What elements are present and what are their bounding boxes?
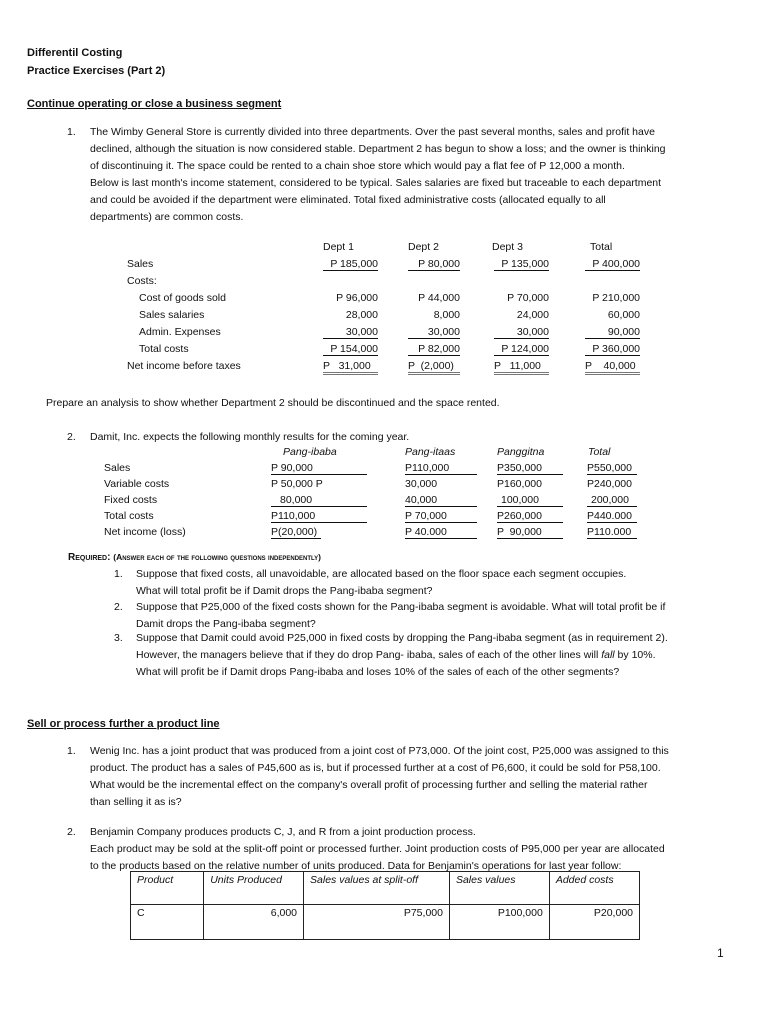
cell-value: P 185,000: [323, 258, 378, 271]
cell-value: P 96,000: [336, 292, 378, 304]
text-line: and could be avoided if the department were eliminated. Total fixed administrative costs (allocated equally to all: [90, 194, 606, 206]
col-header: Product: [131, 872, 204, 905]
cell-value: P 70,000: [405, 510, 477, 523]
text-line: What would be the incremental effect on the company's overall profit of processing further and selling the material rather: [90, 779, 648, 791]
cell-value: P 40.000: [405, 526, 477, 539]
row-label: Costs:: [127, 275, 157, 287]
cell-value: P (2,000): [408, 360, 460, 375]
cell-value: 30,000: [408, 326, 460, 339]
text-line: Wenig Inc. has a joint product that was produced from a joint cost of P73,000. Of the joint cost, P25,000 was assigned to this: [90, 745, 669, 757]
cell-value: P 210,000: [592, 292, 640, 304]
question-2-intro: Damit, Inc. expects the following monthly results for the coming year.: [90, 431, 410, 443]
text-line: Suppose that fixed costs, all unavoidable, are allocated based on the floor space each segment occupies.: [136, 568, 627, 580]
required-label: Required:: [68, 552, 111, 563]
text-line: What will profit be if Damit drops Pang-ibaba and loses 10% of the sales of each of the other segments?: [136, 666, 620, 678]
cell-value: P 400,000: [585, 258, 640, 271]
col-header: Total: [588, 446, 611, 458]
cell-value: P 11,000: [494, 360, 549, 375]
page-number: 1: [717, 946, 724, 960]
question-number: 2.: [67, 826, 76, 838]
cell-value: 8,000: [433, 309, 460, 321]
cell-value: P110,000: [271, 510, 367, 523]
text-line: departments) are common costs.: [90, 211, 244, 223]
cell-value: 30,000: [323, 326, 378, 339]
col-header: Panggitna: [497, 446, 545, 458]
cell-value: 80,000: [271, 494, 367, 507]
cell-value: P 135,000: [494, 258, 549, 271]
section-heading-continue-or-close: Continue operating or close a business segment: [27, 98, 282, 110]
cell-value: P240,000: [587, 478, 632, 490]
question-number: 1.: [114, 568, 123, 580]
col-header: Sales values at split-off: [304, 872, 450, 905]
benjamin-question-text: [90, 824, 750, 875]
cell-value: P 44,000: [418, 292, 460, 304]
cell-value: P 360,000: [585, 343, 640, 356]
cell-value: P110,000: [405, 462, 477, 475]
text-line: What will total profit be if Damit drops the Pang-ibaba segment?: [136, 585, 433, 597]
cell-value: 6,000: [204, 905, 304, 940]
cell-value: P260,000: [497, 510, 563, 523]
text-span: by 10%.: [614, 649, 656, 661]
cell-value: P 124,000: [494, 343, 549, 356]
text-line: The Wimby General Store is currently divided into three departments. Over the past several months, sales and profit have: [90, 126, 655, 138]
row-label: Total costs: [139, 343, 189, 355]
text-line: Below is last month's income statement, considered to be typical. Sales salaries are fixed but traceable to each department: [90, 177, 662, 189]
cell-value: 100,000: [497, 494, 563, 507]
wenig-question-text: [90, 743, 750, 811]
document-subtitle: Practice Exercises (Part 2): [27, 65, 166, 77]
cell-value: P440.000: [587, 510, 637, 523]
col-header: Sales values: [449, 872, 549, 905]
col-header: Dept 1: [323, 241, 354, 253]
question-number: 1.: [67, 126, 76, 138]
cell-value: 30,000: [494, 326, 549, 339]
question-number: 3.: [114, 632, 123, 644]
row-label: Sales: [127, 258, 154, 270]
cell-value: 40,000: [405, 494, 477, 507]
text-line: Damit drops the Pang-ibaba segment?: [136, 618, 316, 630]
required-note: (Answer each of the following questions independently): [113, 552, 321, 562]
text-line: than selling it as is?: [90, 796, 182, 808]
cell-value: P160,000: [497, 478, 542, 490]
text-line: product. The product has a sales of P45,600 as is, but if processed further at a cost of P6,600, it could be sold for P58,100.: [90, 762, 661, 774]
row-label: Sales salaries: [139, 309, 205, 321]
row-label: Cost of goods sold: [139, 292, 226, 304]
text-line: Benjamin Company produces products C, J, and R from a joint production process.: [90, 826, 476, 838]
row-label: Admin. Expenses: [139, 326, 221, 338]
question-number: 1.: [67, 745, 76, 757]
cell-value: 28,000: [345, 309, 378, 321]
required-heading: [68, 552, 321, 563]
row-label: Variable costs: [104, 478, 170, 490]
row-label: Total costs: [104, 510, 154, 522]
cell-value: P 50,000 P: [271, 478, 323, 490]
text-line: Each product may be sold at the split-off point or processed further. Joint production costs of P95,000 per year are allocated: [90, 843, 665, 855]
section-heading-sell-or-process: Sell or process further a product line: [27, 718, 220, 730]
cell-value: P 82,000: [408, 343, 460, 356]
cell-value: P 31,000: [323, 360, 378, 375]
question-1-text: [90, 124, 750, 226]
cell-value: 200,000: [587, 494, 637, 507]
col-header: Total: [590, 241, 613, 253]
text-span-italic: fall: [601, 649, 615, 661]
row-label: Fixed costs: [104, 494, 158, 506]
col-header: Dept 3: [492, 241, 523, 253]
col-header: Added costs: [549, 872, 639, 905]
required-question-3: [136, 630, 751, 681]
cell-value: P 40,000: [585, 360, 640, 375]
cell-value: C: [131, 905, 204, 940]
cell-value: P550,000: [587, 462, 637, 475]
cell-value: P(20,000): [271, 526, 321, 539]
cell-value: P 90,000: [497, 526, 563, 539]
instruction-text: Prepare an analysis to show whether Department 2 should be discontinued and the space rented.: [46, 397, 500, 409]
question-number: 2.: [67, 431, 76, 443]
col-header: Dept 2: [408, 241, 439, 253]
cell-value: P100,000: [449, 905, 549, 940]
required-question-2: [136, 599, 746, 633]
text-line: Suppose that P25,000 of the fixed costs shown for the Pang-ibaba segment is avoidable. What will total profit be if: [136, 601, 666, 613]
text-line: of discontinuing it. The space could be rented to a chain shoe store which would pay a flat fee of P 12,000 a month.: [90, 160, 625, 172]
cell-value: P350,000: [497, 462, 563, 475]
cell-value: P 90,000: [271, 462, 367, 475]
text-line: [136, 647, 751, 664]
table-header-row: [131, 872, 640, 905]
row-label: Net income before taxes: [127, 360, 241, 372]
cell-value: P 70,000: [507, 292, 549, 304]
row-label: Net income (loss): [104, 526, 186, 538]
text-line: declined, although the situation is now considered stable. Department 2 has begun to show a loss; and the owner is thinking: [90, 143, 666, 155]
cell-value: P 154,000: [323, 343, 378, 356]
row-label: Sales: [104, 462, 131, 474]
cell-value: P20,000: [549, 905, 639, 940]
cell-value: 30,000: [405, 478, 438, 490]
cell-value: 60,000: [607, 309, 640, 321]
table-row: [131, 905, 640, 940]
col-header: Units Produced: [204, 872, 304, 905]
col-header: Pang-itaas: [405, 446, 456, 458]
text-line: to the products based on the relative number of units produced. Data for Benjamin's operations for last year follow:: [90, 860, 622, 872]
text-line: Suppose that Damit could avoid P25,000 in fixed costs by dropping the Pang-ibaba segment (as in requirement 2).: [136, 632, 668, 644]
text-span: However, the managers believe that if they do drop Pang- ibaba, sales of each of the other lines will: [136, 649, 602, 661]
question-number: 2.: [114, 601, 123, 613]
cell-value: P 80,000: [408, 258, 460, 271]
benjamin-data-table: [130, 871, 640, 940]
col-header: Pang-ibaba: [283, 446, 337, 458]
cell-value: 90,000: [585, 326, 640, 339]
cell-value: 24,000: [516, 309, 549, 321]
document-title: Differentil Costing: [27, 47, 123, 59]
cell-value: P110.000: [587, 526, 637, 539]
required-question-1: [136, 566, 746, 600]
cell-value: P75,000: [304, 905, 450, 940]
